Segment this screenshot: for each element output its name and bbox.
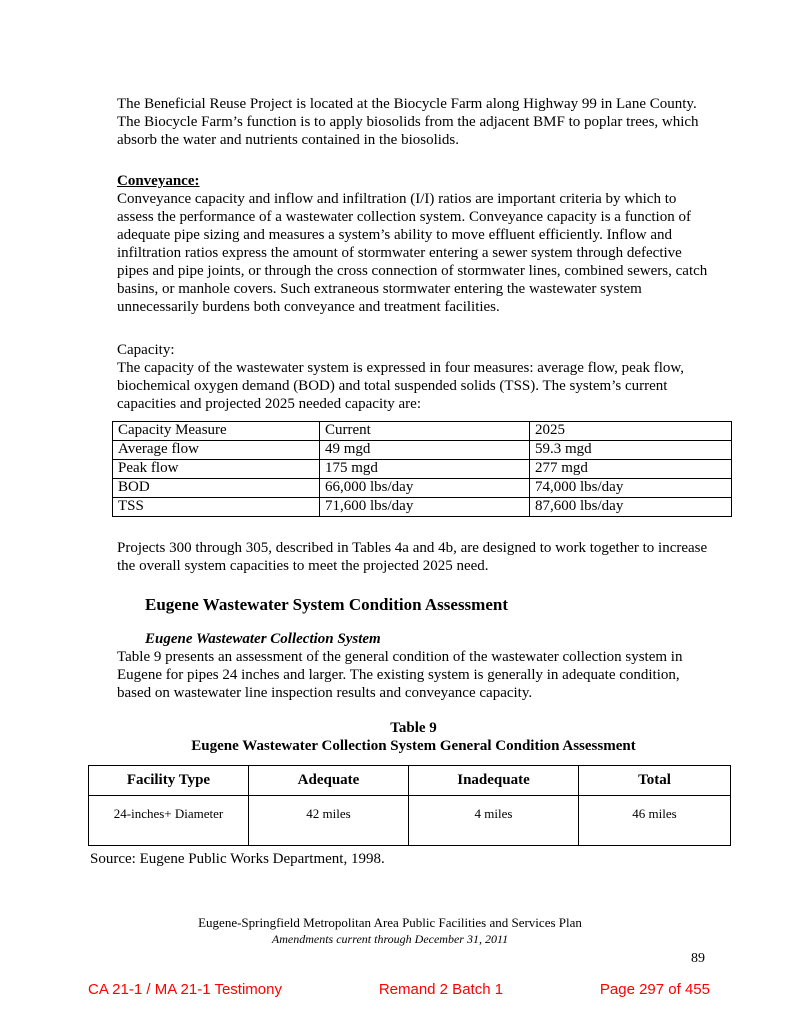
table-cell: 71,600 lbs/day (320, 498, 530, 517)
table-row (89, 796, 731, 846)
table-row (113, 441, 732, 460)
stamp-center: Remand 2 Batch 1 (378, 981, 504, 998)
table9-title: Table 9 (390, 720, 437, 736)
table-cell: 46 miles (579, 796, 731, 846)
section-heading: Eugene Wastewater System Condition Assessment (145, 595, 508, 614)
table-cell: 74,000 lbs/day (530, 479, 732, 498)
footer-amendments-note: Amendments current through December 31, 2011 (271, 932, 509, 946)
capacity-table-header-row (113, 422, 732, 441)
table-cell: 4 miles (409, 796, 579, 846)
table9-subtitle: Eugene Wastewater Collection System General Condition Assessment (191, 738, 636, 754)
conveyance-heading: Conveyance: (117, 173, 200, 189)
capacity-table-header-measure: Capacity Measure (113, 422, 320, 441)
paragraph-capacity: The capacity of the wastewater system is expressed in four measures: average flow, peak flow, biochemical oxygen demand (BOD) and total suspended solids (TSS). The system’s current capacities and projected 2025 needed capacity are: (117, 360, 685, 412)
paragraph-beneficial-reuse: The Beneficial Reuse Project is located at the Biocycle Farm along Highway 99 in Lane County. The Biocycle Farm’s function is to apply biosolids from the adjacent BMF to poplar trees, which absorb the water and nutrients contained in the biosolids. (117, 96, 699, 148)
table-cell: Average flow (113, 441, 320, 460)
table-cell: 59.3 mgd (530, 441, 732, 460)
page-number: 89 (691, 951, 705, 966)
subsection-heading: Eugene Wastewater Collection System (145, 631, 381, 647)
table-row (113, 460, 732, 479)
table-cell: Peak flow (113, 460, 320, 479)
table-cell: 49 mgd (320, 441, 530, 460)
capacity-table-header-2025: 2025 (530, 422, 732, 441)
table-row (113, 498, 732, 517)
table-cell: 175 mgd (320, 460, 530, 479)
table9-header-facility-type: Facility Type (89, 766, 249, 796)
table-cell: 42 miles (249, 796, 409, 846)
table-row (113, 479, 732, 498)
footer-plan-title: Eugene-Springfield Metropolitan Area Public Facilities and Services Plan (198, 915, 582, 930)
table-cell: 24-inches+ Diameter (89, 796, 249, 846)
stamp-left: CA 21-1 / MA 21-1 Testimony (88, 981, 282, 998)
table-cell: 87,600 lbs/day (530, 498, 732, 517)
paragraph-table9-intro: Table 9 presents an assessment of the general condition of the wastewater collection system in Eugene for pipes 24 inches and larger. The existing system is generally in adequate condition, based on wastewater line inspection results and conveyance capacity. (117, 649, 683, 701)
table-cell: TSS (113, 498, 320, 517)
table9-header-inadequate: Inadequate (409, 766, 579, 796)
capacity-table (112, 421, 732, 517)
table9-header-total: Total (579, 766, 731, 796)
table9-header-row (89, 766, 731, 796)
paragraph-projects: Projects 300 through 305, described in Tables 4a and 4b, are designed to work together to increase the overall system capacities to meet the projected 2025 need. (117, 540, 708, 574)
stamp-right: Page 297 of 455 (599, 981, 710, 998)
table-cell: 277 mgd (530, 460, 732, 479)
page-content (90, 95, 710, 868)
table9-header-adequate: Adequate (249, 766, 409, 796)
table-cell: 66,000 lbs/day (320, 479, 530, 498)
paragraph-conveyance: Conveyance capacity and inflow and infiltration (I/I) ratios are important criteria by which to assess the performance of a wastewater collection system. Conveyance capacity is a function of adequate pipe sizing and measures a system’s ability to move effluent efficiently. Inflow and infiltration ratios express the amount of stormwater entering a sewer system through defective pipes and pipe joints, or through the cross connection of stormwater lines, combined sewers, catch basins, or manhole covers. Such extraneous stormwater entering the wastewater system unnecessarily burdens both conveyance and treatment facilities. (117, 191, 708, 315)
capacity-table-header-current: Current (320, 422, 530, 441)
source-note: Source: Eugene Public Works Department, 1998. (90, 851, 385, 867)
table-cell: BOD (113, 479, 320, 498)
table9 (88, 765, 731, 846)
testimony-stamp (88, 981, 710, 999)
capacity-label: Capacity: (117, 342, 175, 358)
